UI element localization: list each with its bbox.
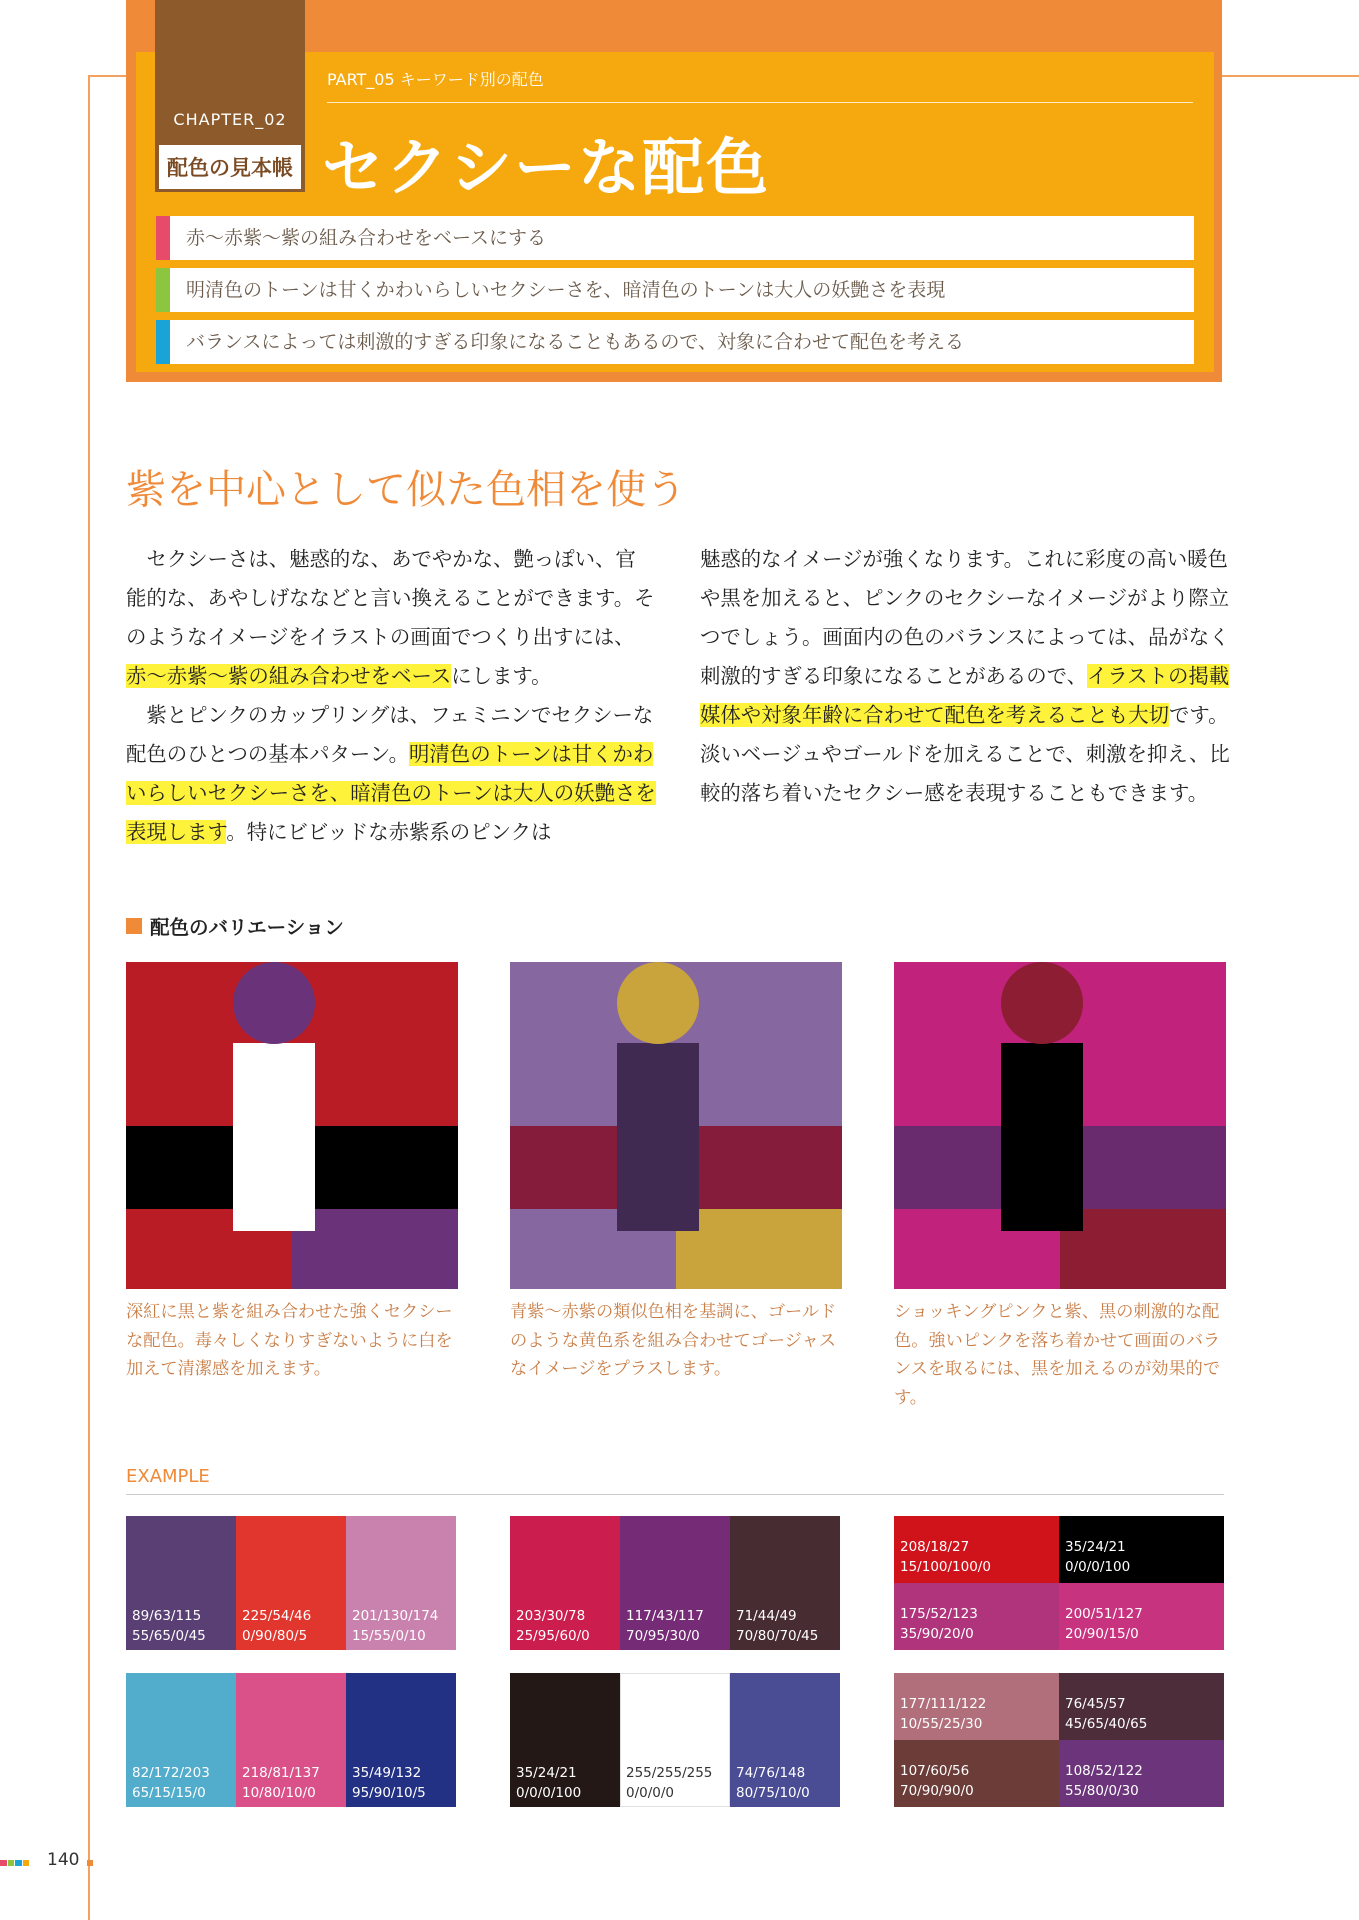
- highlight: 明清色のトーンは甘くかわいらしいセクシーさを、暗清色のトーンは大人の妖艶さを表現します: [126, 742, 656, 844]
- swatch-rgb: 201/130/174: [352, 1608, 439, 1624]
- swatch-rgb: 35/24/21: [516, 1765, 577, 1781]
- highlight: 赤〜赤紫〜紫の組み合わせをベース: [126, 664, 452, 688]
- color-swatch: [1059, 1516, 1224, 1583]
- swatch-rgb: 175/52/123: [900, 1606, 978, 1622]
- swatch-cmyk: 55/80/0/30: [1065, 1783, 1139, 1799]
- part-label: PART_05 キーワード別の配色: [327, 70, 544, 89]
- swatch-cmyk: 0/0/0/100: [516, 1785, 582, 1801]
- body-paragraph: 魅惑的なイメージが強くなります。これに彩度の高い暖色や黒を加えると、ピンクのセクシーなイメージがより際立つでしょう。画面内の色のバランスによっては、品がなく刺激的すぎる印象になることがあるので、イラストの掲載媒体や対象年齢に合わせて配色を考えることも大切です。淡いベージュやゴールドを加えることで、刺激を抑え、比較的落ち着いたセクシー感を表現することもできます。: [700, 547, 1230, 805]
- color-variation-illustration: [126, 962, 458, 1289]
- variation-heading-text: 配色のバリエーション: [150, 916, 344, 939]
- illustration-caption: 青紫〜赤紫の類似色相を基調に、ゴールドのような黄色系を組み合わせてゴージャスなイメージをプラスします。: [510, 1302, 837, 1379]
- color-swatch: [894, 1740, 1059, 1807]
- color-swatch: [346, 1673, 456, 1807]
- illus-figure-body: [1001, 1043, 1083, 1231]
- swatch-cmyk: 70/80/70/45: [736, 1628, 819, 1644]
- color-swatch: [1059, 1673, 1224, 1740]
- key-point-text: 明清色のトーンは甘くかわいらしいセクシーさを、暗清色のトーンは大人の妖艶さを表現: [186, 279, 946, 301]
- illus-figure-head: [1001, 962, 1083, 1044]
- color-swatch: [730, 1673, 840, 1807]
- color-swatch: [1059, 1740, 1224, 1807]
- color-variation-illustration: [894, 962, 1226, 1289]
- example-divider: [126, 1494, 1224, 1495]
- page-number: 140: [47, 1850, 80, 1870]
- swatch-cmyk: 55/65/0/45: [132, 1628, 206, 1644]
- key-point-marker: [156, 216, 170, 260]
- swatch-cmyk: 15/55/0/10: [352, 1628, 426, 1644]
- illus-figure-body: [617, 1043, 699, 1231]
- swatch-cmyk: 15/100/100/0: [900, 1559, 991, 1575]
- color-swatch: [346, 1516, 456, 1650]
- color-stripe: [23, 1860, 30, 1866]
- swatch-rgb: 74/76/148: [736, 1765, 806, 1781]
- square-bullet-icon: [126, 918, 142, 934]
- illus-figure-head: [233, 962, 315, 1044]
- swatch-cmyk: 0/90/80/5: [242, 1628, 308, 1644]
- color-swatch: [236, 1673, 346, 1807]
- swatch-rgb: 218/81/137: [242, 1765, 320, 1781]
- variation-heading: [126, 912, 344, 940]
- swatch-rgb: 89/63/115: [132, 1608, 202, 1624]
- color-stripe: [8, 1860, 15, 1866]
- swatch-cmyk: 0/0/0/0: [626, 1785, 675, 1801]
- swatch-cmyk: 45/65/40/65: [1065, 1716, 1148, 1732]
- swatch-rgb: 71/44/49: [736, 1608, 797, 1624]
- highlight: イラストの掲載媒体や対象年齢に合わせて配色を考えることも大切: [700, 664, 1230, 727]
- swatch-cmyk: 70/90/90/0: [900, 1783, 974, 1799]
- key-point-3: [156, 320, 1194, 364]
- swatch-rgb: 117/43/117: [626, 1608, 704, 1624]
- swatch-rgb: 82/172/203: [132, 1765, 210, 1781]
- swatch-rgb: 203/30/78: [516, 1608, 586, 1624]
- illus-figure-body: [233, 1043, 315, 1231]
- color-swatch: [510, 1673, 620, 1807]
- swatch-cmyk: 80/75/10/0: [736, 1785, 810, 1801]
- color-swatch: [510, 1516, 620, 1650]
- illustration-caption: 深紅に黒と紫を組み合わせた強くセクシーな配色。毒々しくなりすぎないように白を加えて清潔感を加えます。: [126, 1302, 453, 1379]
- body-paragraph: セクシーさは、魅惑的な、あでやかな、艶っぽい、官能的な、あやしげななどと言い換えることができます。そのようなイメージをイラストの画面でつくり出すには、赤〜赤紫〜紫の組み合わせをベースにします。: [126, 547, 655, 688]
- swatch-cmyk: 95/90/10/5: [352, 1785, 426, 1801]
- swatch-rgb: 255/255/255: [626, 1765, 713, 1781]
- illustration-caption: ショッキングピンクと紫、黒の刺激的な配色。強いピンクを落ち着かせて画面のバランスを取るには、黒を加えるのが効果的です。: [894, 1302, 1221, 1408]
- key-point-marker: [156, 268, 170, 312]
- color-swatch: [894, 1673, 1059, 1740]
- key-point-2: [156, 268, 1194, 312]
- color-stripe: [0, 1860, 7, 1866]
- swatch-rgb: 107/60/56: [900, 1763, 970, 1779]
- chapter-label: CHAPTER_02: [173, 110, 287, 129]
- part-divider: [327, 102, 1193, 103]
- frame-vertical-line: [88, 75, 90, 1920]
- swatch-rgb: 35/49/132: [352, 1765, 422, 1781]
- illus-figure-head: [617, 962, 699, 1044]
- body-paragraph: 紫とピンクのカップリングは、フェミニンでセクシーな配色のひとつの基本パターン。明清色のトーンは甘くかわいらしいセクシーさを、暗清色のトーンは大人の妖艶さを表現します。特にビビッドな赤紫系のピンクは: [126, 703, 656, 844]
- frame-top-right-line: [1222, 75, 1359, 77]
- frame-top-left-line: [88, 75, 128, 77]
- swatch-rgb: 108/52/122: [1065, 1763, 1143, 1779]
- swatch-rgb: 208/18/27: [900, 1539, 970, 1555]
- swatch-cmyk: 25/95/60/0: [516, 1628, 590, 1644]
- color-variation-illustration: [510, 962, 842, 1289]
- color-swatch: [1059, 1583, 1224, 1650]
- color-swatch: [126, 1516, 236, 1650]
- color-swatch: [126, 1673, 236, 1807]
- swatch-rgb: 225/54/46: [242, 1608, 312, 1624]
- swatch-cmyk: 20/90/15/0: [1065, 1626, 1139, 1642]
- illus-bottom-right: [1060, 1209, 1226, 1289]
- swatch-rgb: 76/45/57: [1065, 1696, 1126, 1712]
- body-column-left: [126, 540, 656, 852]
- color-swatch: [894, 1583, 1059, 1650]
- color-swatch: [236, 1516, 346, 1650]
- illus-bottom-right: [292, 1209, 458, 1289]
- color-swatch: [620, 1673, 730, 1807]
- swatch-cmyk: 70/95/30/0: [626, 1628, 700, 1644]
- page-title: セクシーな配色: [322, 131, 771, 204]
- swatch-cmyk: 10/80/10/0: [242, 1785, 316, 1801]
- page-dot: [87, 1860, 93, 1866]
- swatch-rgb: 200/51/127: [1065, 1606, 1143, 1622]
- chapter-subtitle: 配色の見本帳: [159, 145, 301, 189]
- footer-color-stripes: [0, 1860, 30, 1866]
- color-swatch: [730, 1516, 840, 1650]
- section-heading: 紫を中心として似た色相を使う: [126, 467, 686, 513]
- swatch-rgb: 35/24/21: [1065, 1539, 1126, 1555]
- illus-bottom-right: [676, 1209, 842, 1289]
- key-point-marker: [156, 320, 170, 364]
- swatch-cmyk: 0/0/0/100: [1065, 1559, 1131, 1575]
- example-label: EXAMPLE: [126, 1466, 210, 1487]
- body-column-right: [700, 540, 1230, 813]
- swatch-cmyk: 65/15/15/0: [132, 1785, 206, 1801]
- swatch-cmyk: 35/90/20/0: [900, 1626, 974, 1642]
- swatch-rgb: 177/111/122: [900, 1696, 987, 1712]
- color-swatch: [620, 1516, 730, 1650]
- swatch-cmyk: 10/55/25/30: [900, 1716, 983, 1732]
- color-swatch: [894, 1516, 1059, 1583]
- color-stripe: [15, 1860, 22, 1866]
- key-point-text: バランスによっては刺激的すぎる印象になることもあるので、対象に合わせて配色を考える: [186, 331, 965, 353]
- key-point-1: [156, 216, 1194, 260]
- key-point-text: 赤〜赤紫〜紫の組み合わせをベースにする: [186, 227, 547, 249]
